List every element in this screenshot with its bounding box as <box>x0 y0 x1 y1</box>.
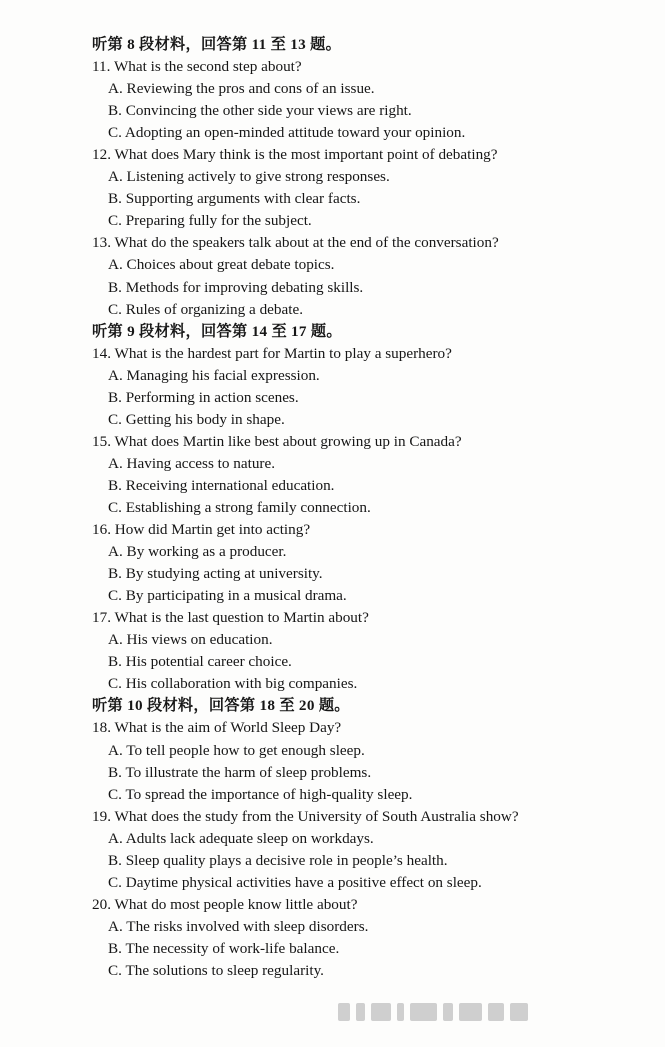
answer-option: B. Supporting arguments with clear facts. <box>108 190 361 208</box>
section-heading: 听第 9 段材料，回答第 14 至 17 题。 <box>92 322 342 340</box>
answer-option: B. Methods for improving debating skills. <box>108 278 364 296</box>
answer-option: B. Receiving international education. <box>108 476 335 494</box>
answer-option: A. Managing his facial expression. <box>108 366 320 384</box>
question-stem: 13. What do the speakers talk about at the end of the conversation? <box>92 234 499 252</box>
bottom-scan-marks <box>338 1000 528 1024</box>
answer-option: B. His potential career choice. <box>108 653 292 671</box>
answer-option: C. Getting his body in shape. <box>108 410 285 428</box>
answer-option: B. By studying acting at university. <box>108 565 323 583</box>
answer-option: A. By working as a producer. <box>108 543 287 561</box>
answer-option: A. Choices about great debate topics. <box>108 256 335 274</box>
answer-option: A. Adults lack adequate sleep on workdays. <box>108 829 374 847</box>
answer-option: A. The risks involved with sleep disorders. <box>108 917 369 935</box>
answer-option: C. By participating in a musical drama. <box>108 587 347 605</box>
question-stem: 20. What do most people know little about? <box>92 895 358 913</box>
question-stem: 12. What does Mary think is the most important point of debating? <box>92 146 498 164</box>
answer-option: B. Performing in action scenes. <box>108 388 299 406</box>
question-stem: 18. What is the aim of World Sleep Day? <box>92 719 342 737</box>
question-stem: 15. What does Martin like best about growing up in Canada? <box>92 432 462 450</box>
answer-option: C. Adopting an open-minded attitude toward your opinion. <box>108 124 466 142</box>
answer-option: C. Preparing fully for the subject. <box>108 212 312 230</box>
question-stem: 16. How did Martin get into acting? <box>92 521 311 539</box>
question-stem: 17. What is the last question to Martin about? <box>92 609 369 627</box>
answer-option: B. Sleep quality plays a decisive role in people’s health. <box>108 851 448 869</box>
listening-questions <box>0 34 665 982</box>
question-stem: 19. What does the study from the University of South Australia show? <box>92 807 519 825</box>
answer-option: A. Listening actively to give strong responses. <box>108 168 390 186</box>
answer-option: A. Reviewing the pros and cons of an issue. <box>108 80 375 98</box>
answer-option: B. To illustrate the harm of sleep problems. <box>108 763 372 781</box>
answer-option: C. Establishing a strong family connection. <box>108 498 371 516</box>
answer-option: A. To tell people how to get enough sleep. <box>108 741 365 759</box>
section-heading: 听第 10 段材料，回答第 18 至 20 题。 <box>92 697 350 715</box>
question-stem: 14. What is the hardest part for Martin to play a superhero? <box>92 344 452 362</box>
section-heading: 听第 8 段材料，回答第 11 至 13 题。 <box>92 36 342 53</box>
question-stem: 11. What is the second step about? <box>92 58 302 76</box>
answer-option: A. His views on education. <box>108 631 273 649</box>
answer-option: C. The solutions to sleep regularity. <box>108 961 324 979</box>
answer-option: B. Convincing the other side your views are right. <box>108 102 412 120</box>
answer-option: B. The necessity of work-life balance. <box>108 939 340 957</box>
answer-option: C. Rules of organizing a debate. <box>108 300 303 318</box>
answer-option: C. To spread the importance of high-quality sleep. <box>108 785 413 803</box>
answer-option: C. His collaboration with big companies. <box>108 675 358 693</box>
answer-option: C. Daytime physical activities have a positive effect on sleep. <box>108 873 482 891</box>
answer-option: A. Having access to nature. <box>108 454 276 472</box>
